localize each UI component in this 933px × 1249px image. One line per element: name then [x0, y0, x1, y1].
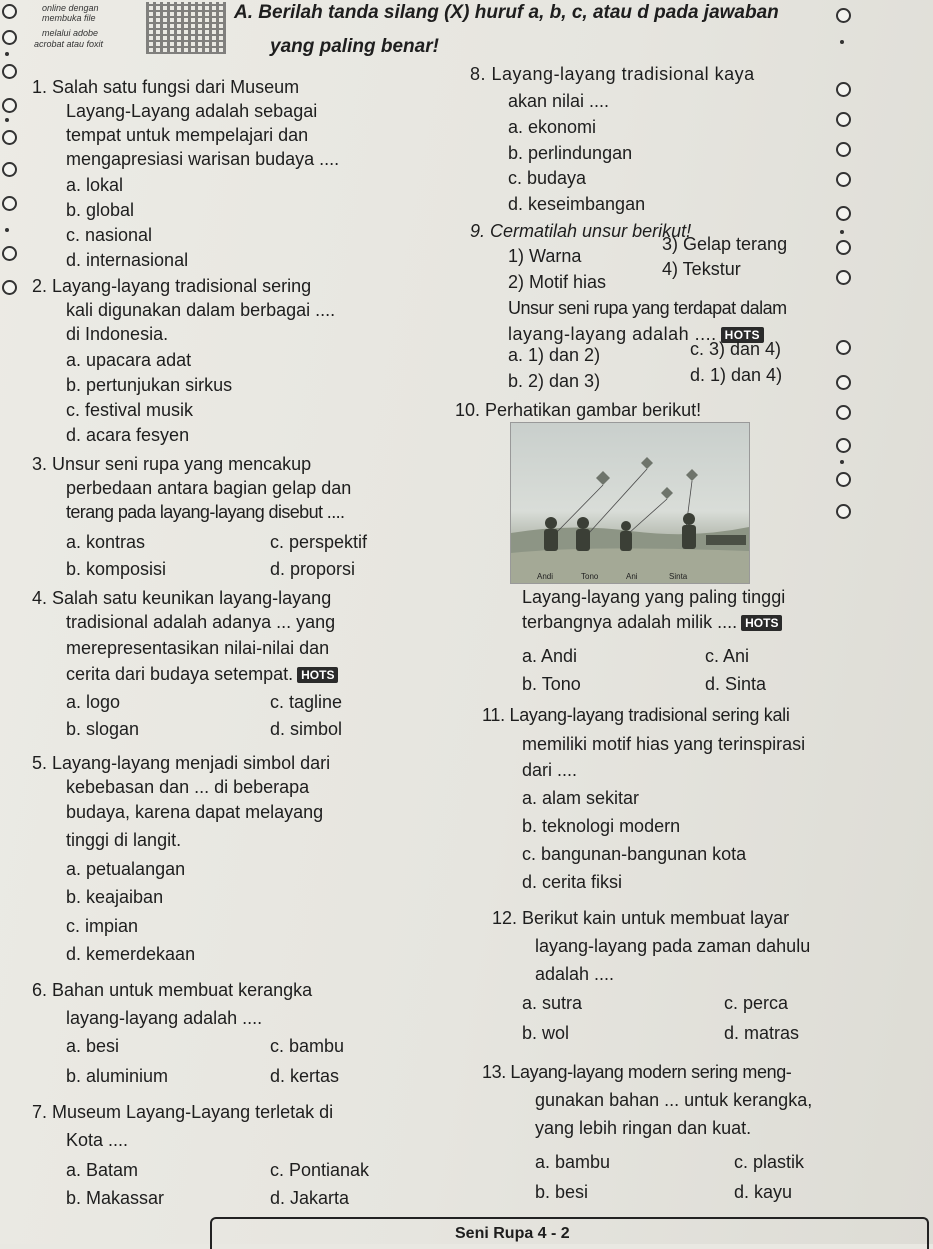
dot-icon — [5, 52, 9, 56]
ring-icon — [836, 142, 851, 157]
ring-icon — [836, 375, 851, 390]
ring-icon — [2, 98, 17, 113]
q6-option-c[interactable]: c. bambu — [270, 1036, 345, 1056]
q2-line-3: di Indonesia. — [66, 324, 169, 344]
q4-line-1: 4. Salah satu keunikan layang-layang — [32, 588, 332, 608]
q12-option-c[interactable]: c. perca — [724, 993, 789, 1013]
q10-line-3-text: terbangnya adalah milik .... — [522, 612, 738, 632]
q7-line-1: 7. Museum Layang-Layang terletak di — [32, 1102, 334, 1122]
q12-line-2: layang-layang pada zaman dahulu — [535, 936, 811, 956]
q11-option-d[interactable]: d. cerita fiksi — [522, 872, 623, 892]
q5-line-3: budaya, karena dapat melayang — [66, 802, 324, 822]
dot-icon — [840, 230, 844, 234]
q8-line-2: akan nilai .... — [508, 91, 610, 111]
q9-item-2: 2) Motif hias — [508, 272, 607, 292]
q9-line-2: Unsur seni rupa yang terdapat dalam — [508, 298, 787, 318]
ring-icon — [2, 30, 17, 45]
q8-option-d[interactable]: d. keseimbangan — [508, 194, 646, 214]
q4-line-3: merepresentasikan nilai-nilai dan — [66, 638, 330, 658]
q13-line-3: yang lebih ringan dan kuat. — [535, 1118, 752, 1138]
q4-line-4 — [66, 662, 338, 686]
q10-option-b[interactable]: b. Tono — [522, 674, 581, 694]
q13-line-2: gunakan bahan ... untuk kerangka, — [535, 1090, 813, 1110]
ring-icon — [2, 130, 17, 145]
q4-option-b[interactable]: b. slogan — [66, 719, 140, 739]
q12-option-d[interactable]: d. matras — [724, 1023, 800, 1043]
q5-option-c[interactable]: c. impian — [66, 916, 139, 936]
qr-code-image — [146, 2, 226, 54]
ring-icon — [836, 472, 851, 487]
q3-option-b[interactable]: b. komposisi — [66, 559, 167, 579]
q5-option-b[interactable]: b. keajaiban — [66, 887, 164, 907]
q7-option-d[interactable]: d. Jakarta — [270, 1188, 350, 1208]
note-line-3: melalui adobe — [42, 28, 99, 38]
q10-line-3 — [522, 610, 782, 634]
q10-line-1: 10. Perhatikan gambar berikut! — [455, 400, 702, 420]
q6-option-a[interactable]: a. besi — [66, 1036, 120, 1056]
q1-line-1: 1. Salah satu fungsi dari Museum — [32, 77, 300, 97]
q8-line-1: 8. Layang-layang tradisional kaya — [470, 64, 755, 84]
kite-scene-illustration — [511, 423, 749, 583]
q5-line-4: tinggi di langit. — [66, 830, 182, 850]
q4-line-4-text: cerita dari budaya setempat. — [66, 664, 294, 684]
q9-option-a[interactable]: a. 1) dan 2) — [508, 345, 601, 365]
section-title-line2: yang paling benar! — [270, 36, 439, 57]
q4-line-2: tradisional adalah adanya ... yang — [66, 612, 336, 632]
q1-option-d[interactable]: d. internasional — [66, 250, 189, 270]
ring-icon — [2, 64, 17, 79]
q10-option-d[interactable]: d. Sinta — [705, 674, 767, 694]
q2-line-2: kali digunakan dalam berbagai .... — [66, 300, 336, 320]
q6-line-2: layang-layang adalah .... — [66, 1008, 263, 1028]
q10-option-a[interactable]: a. Andi — [522, 646, 578, 666]
q5-line-1: 5. Layang-layang menjadi simbol dari — [32, 753, 331, 773]
q1-option-a[interactable]: a. lokal — [66, 175, 124, 195]
q8-option-a[interactable]: a. ekonomi — [508, 117, 597, 137]
q9-item-1: 1) Warna — [508, 246, 582, 266]
q3-line-3: terang pada layang-layang disebut .... — [66, 502, 345, 522]
ring-icon — [836, 438, 851, 453]
q6-line-1: 6. Bahan untuk membuat kerangka — [32, 980, 313, 1000]
q5-option-d[interactable]: d. kemerdekaan — [66, 944, 196, 964]
q12-line-1: 12. Berikut kain untuk membuat layar — [492, 908, 790, 928]
ring-icon — [836, 82, 851, 97]
ring-icon — [836, 172, 851, 187]
picture-label-tono: Tono — [581, 572, 599, 581]
q1-line-3: tempat untuk mempelajari dan — [66, 125, 309, 145]
q7-line-2: Kota .... — [66, 1130, 129, 1150]
q1-line-2: Layang-Layang adalah sebagai — [66, 101, 318, 121]
q7-option-a[interactable]: a. Batam — [66, 1160, 139, 1180]
footer-label: Seni Rupa 4 - 2 — [455, 1225, 570, 1242]
q13-option-a[interactable]: a. bambu — [535, 1152, 611, 1172]
q13-option-b[interactable]: b. besi — [535, 1182, 589, 1202]
q5-option-a[interactable]: a. petualangan — [66, 859, 186, 879]
q11-option-a[interactable]: a. alam sekitar — [522, 788, 640, 808]
q12-line-3: adalah .... — [535, 964, 615, 984]
q4-option-c[interactable]: c. tagline — [270, 692, 343, 712]
kite-flying-picture — [510, 422, 750, 584]
q7-option-c[interactable]: c. Pontianak — [270, 1160, 370, 1180]
q4-option-d[interactable]: d. simbol — [270, 719, 343, 739]
ring-icon — [836, 206, 851, 221]
note-line-1: online dengan — [42, 3, 99, 13]
ring-icon — [836, 340, 851, 355]
q3-option-d[interactable]: d. proporsi — [270, 559, 356, 579]
q9-option-b[interactable]: b. 2) dan 3) — [508, 371, 601, 391]
q11-line-1: 11. Layang-layang tradisional sering kali — [482, 705, 790, 725]
dot-icon — [5, 228, 9, 232]
hots-badge: HOTS — [721, 327, 764, 343]
q6-option-d[interactable]: d. kertas — [270, 1066, 340, 1086]
q11-option-c[interactable]: c. bangunan-bangunan kota — [522, 844, 747, 864]
q3-line-1: 3. Unsur seni rupa yang mencakup — [32, 454, 312, 474]
q8-option-b[interactable]: b. perlindungan — [508, 143, 633, 163]
kite-icon — [596, 457, 698, 499]
dot-icon — [5, 118, 9, 122]
ring-icon — [2, 246, 17, 261]
note-line-2: membuka file — [42, 13, 96, 23]
q3-option-a[interactable]: a. kontras — [66, 532, 146, 552]
q3-option-c[interactable]: c. perspektif — [270, 532, 368, 552]
section-title: A. Berilah tanda silang (X) huruf a, b, c, atau d pada jawaban — [234, 2, 779, 23]
ring-icon — [2, 196, 17, 211]
q9-option-c[interactable]: c. 3) dan 4) — [690, 339, 782, 359]
q5-line-2: kebebasan dan ... di beberapa — [66, 777, 310, 797]
hots-badge: HOTS — [741, 615, 782, 631]
q9-item-3: 3) Gelap terang — [662, 234, 788, 254]
ring-icon — [836, 240, 851, 255]
ring-icon — [2, 280, 17, 295]
q13-line-1: 13. Layang-layang modern sering meng- — [482, 1062, 792, 1082]
ring-icon — [2, 162, 17, 177]
q6-option-b[interactable]: b. aluminium — [66, 1066, 169, 1086]
q12-option-b[interactable]: b. wol — [522, 1023, 570, 1043]
q11-line-3: dari .... — [522, 760, 578, 780]
picture-label-andi: Andi — [537, 572, 554, 581]
q2-option-c[interactable]: c. festival musik — [66, 400, 194, 420]
q2-option-b[interactable]: b. pertunjukan sirkus — [66, 375, 233, 395]
q11-option-b[interactable]: b. teknologi modern — [522, 816, 681, 836]
q9-line-3-text: layang-layang adalah .... — [508, 324, 717, 344]
q3-line-2: perbedaan antara bagian gelap dan — [66, 478, 352, 498]
picture-label-ani: Ani — [626, 572, 638, 581]
q2-option-a[interactable]: a. upacara adat — [66, 350, 192, 370]
q8-option-c[interactable]: c. budaya — [508, 168, 587, 188]
dot-icon — [840, 40, 844, 44]
dot-icon — [840, 460, 844, 464]
q4-option-a[interactable]: a. logo — [66, 692, 121, 712]
ring-icon — [836, 8, 851, 23]
q9-line-1: 9. Cermatilah unsur berikut! — [470, 221, 692, 241]
q2-option-d[interactable]: d. acara fesyen — [66, 425, 190, 445]
q13-option-d[interactable]: d. kayu — [734, 1182, 793, 1202]
q1-line-4: mengapresiasi warisan budaya .... — [66, 149, 340, 169]
q7-option-b[interactable]: b. Makassar — [66, 1188, 165, 1208]
q1-option-b[interactable]: b. global — [66, 200, 135, 220]
note-line-4: acrobat atau foxit — [34, 39, 104, 49]
q2-line-1: 2. Layang-layang tradisional sering — [32, 276, 312, 296]
ring-icon — [836, 112, 851, 127]
ring-icon — [836, 504, 851, 519]
q13-option-c[interactable]: c. plastik — [734, 1152, 805, 1172]
q10-line-2: Layang-layang yang paling tinggi — [522, 587, 786, 607]
q12-option-a[interactable]: a. sutra — [522, 993, 583, 1013]
q11-line-2: memiliki motif hias yang terinspirasi — [522, 734, 806, 754]
ring-icon — [2, 4, 17, 19]
q1-option-c[interactable]: c. nasional — [66, 225, 153, 245]
q10-option-c[interactable]: c. Ani — [705, 646, 750, 666]
q9-option-d[interactable]: d. 1) dan 4) — [690, 365, 783, 385]
ring-icon — [836, 405, 851, 420]
picture-label-sinta: Sinta — [669, 572, 688, 581]
q9-item-4: 4) Tekstur — [662, 259, 741, 279]
ring-icon — [836, 270, 851, 285]
hots-badge: HOTS — [297, 667, 338, 683]
